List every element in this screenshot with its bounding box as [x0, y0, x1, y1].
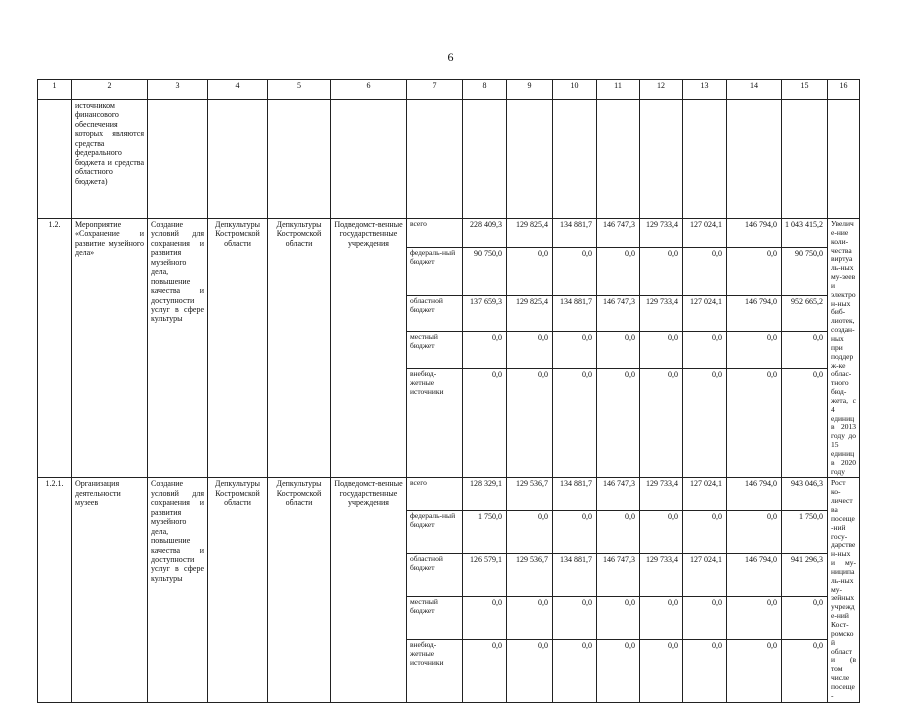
amount-cell: 0,0 [683, 332, 727, 369]
amount-cell: 0,0 [727, 597, 782, 640]
column-header: 12 [640, 80, 683, 100]
amount-cell: 134 881,7 [553, 478, 597, 511]
amount-cell: 127 024,1 [683, 478, 727, 511]
page-number: 6 [447, 50, 454, 64]
amount-cell: 1 750,0 [463, 511, 507, 554]
funding-source: внебюд-жетные источники [407, 368, 463, 478]
co-executor: Депкультуры Костромской области [268, 478, 331, 702]
column-header: 6 [331, 80, 407, 100]
amount-cell: 952 665,2 [782, 295, 828, 332]
amount-cell: 0,0 [640, 332, 683, 369]
amount-cell: 0,0 [782, 639, 828, 702]
amount-cell: 137 659,3 [463, 295, 507, 332]
empty-cell [331, 100, 407, 219]
amount-cell: 0,0 [463, 597, 507, 640]
amount-cell: 146 747,3 [597, 554, 640, 597]
empty-cell [407, 100, 463, 219]
funds-recipient: Подведомст-венные государственные учреждения [331, 478, 407, 702]
column-header: 10 [553, 80, 597, 100]
funds-recipient: Подведомст-венные государственные учреждения [331, 219, 407, 478]
amount-cell: 0,0 [782, 332, 828, 369]
amount-cell: 146 794,0 [727, 295, 782, 332]
amount-cell: 0,0 [507, 247, 553, 295]
amount-cell: 0,0 [463, 639, 507, 702]
amount-cell: 127 024,1 [683, 219, 727, 248]
funding-source: внебюд-жетные источники [407, 639, 463, 702]
empty-cell [148, 100, 208, 219]
empty-cell [507, 100, 553, 219]
column-header: 1 [38, 80, 72, 100]
column-header: 15 [782, 80, 828, 100]
amount-cell: 0,0 [782, 368, 828, 478]
empty-cell [553, 100, 597, 219]
amount-cell: 129 536,7 [507, 554, 553, 597]
amount-cell: 0,0 [597, 511, 640, 554]
column-header: 7 [407, 80, 463, 100]
amount-cell: 0,0 [640, 511, 683, 554]
amount-cell: 0,0 [553, 247, 597, 295]
table-row [38, 478, 860, 511]
amount-cell: 0,0 [553, 332, 597, 369]
funding-source: местный бюджет [407, 332, 463, 369]
column-header: 11 [597, 80, 640, 100]
column-header: 2 [72, 80, 148, 100]
amount-cell: 90 750,0 [463, 247, 507, 295]
amount-cell: 129 733,4 [640, 219, 683, 248]
amount-cell: 129 825,4 [507, 295, 553, 332]
funding-source: всего [407, 478, 463, 511]
empty-cell [727, 100, 782, 219]
amount-cell: 0,0 [553, 597, 597, 640]
empty-cell [38, 100, 72, 219]
measure-goal: Создание условий для сохранения и развития музейного дела, повышение качества и доступности услуг в сфере культуры [148, 478, 208, 702]
amount-cell: 129 825,4 [507, 219, 553, 248]
amount-cell: 0,0 [640, 247, 683, 295]
amount-cell: 129 536,7 [507, 478, 553, 511]
amount-cell: 0,0 [683, 639, 727, 702]
amount-cell: 0,0 [507, 511, 553, 554]
amount-cell: 126 579,1 [463, 554, 507, 597]
co-executor: Депкультуры Костромской области [268, 219, 331, 478]
amount-cell: 0,0 [782, 597, 828, 640]
empty-cell [208, 100, 268, 219]
amount-cell: 0,0 [640, 368, 683, 478]
amount-cell: 1 750,0 [782, 511, 828, 554]
amount-cell: 0,0 [463, 368, 507, 478]
amount-cell: 128 329,1 [463, 478, 507, 511]
funding-source: местный бюджет [407, 597, 463, 640]
amount-cell: 0,0 [683, 247, 727, 295]
funding-source: всего [407, 219, 463, 248]
empty-cell [683, 100, 727, 219]
amount-cell: 129 733,4 [640, 478, 683, 511]
amount-cell: 129 733,4 [640, 295, 683, 332]
amount-cell: 0,0 [463, 332, 507, 369]
row-number: 1.2. [38, 219, 72, 478]
amount-cell: 127 024,1 [683, 554, 727, 597]
column-header: 16 [828, 80, 860, 100]
amount-cell: 0,0 [597, 639, 640, 702]
amount-cell: 0,0 [640, 639, 683, 702]
amount-cell: 146 794,0 [727, 219, 782, 248]
amount-cell: 1 043 415,2 [782, 219, 828, 248]
amount-cell: 0,0 [507, 639, 553, 702]
amount-cell: 0,0 [727, 332, 782, 369]
column-header: 5 [268, 80, 331, 100]
amount-cell: 0,0 [553, 511, 597, 554]
responsible-executor: Депкультуры Костромской области [208, 219, 268, 478]
funding-source: областной бюджет [407, 295, 463, 332]
amount-cell: 0,0 [507, 368, 553, 478]
expected-result: Увеличе-ние коли-чества виртуаль-ных му-зеев и электрон-ных биб-лиотек, создан-ных при поддерж-ке облас-тного бюд-жета, с 4 единиц в 2013 году до 15 единиц в 2020 году [828, 219, 860, 478]
measure-goal: Создание условий для сохранения и развития музейного дела, повышение качества и доступности услуг в сфере культуры [148, 219, 208, 478]
empty-cell [782, 100, 828, 219]
amount-cell: 0,0 [727, 247, 782, 295]
expected-result: Рост ко-личества посеще-ний госу-дарствен-ных и му-ниципаль-ных му-зейных учрежде-ний Кост-ромской области (в том числе посеще- [828, 478, 860, 702]
amount-cell: 0,0 [683, 368, 727, 478]
amount-cell: 146 747,3 [597, 295, 640, 332]
amount-cell: 134 881,7 [553, 554, 597, 597]
amount-cell: 146 747,3 [597, 478, 640, 511]
row-number: 1.2.1. [38, 478, 72, 702]
amount-cell: 0,0 [727, 511, 782, 554]
amount-cell: 941 296,3 [782, 554, 828, 597]
column-header: 4 [208, 80, 268, 100]
amount-cell: 127 024,1 [683, 295, 727, 332]
amount-cell: 129 733,4 [640, 554, 683, 597]
column-header: 9 [507, 80, 553, 100]
empty-cell [828, 100, 860, 219]
amount-cell: 228 409,3 [463, 219, 507, 248]
empty-cell [640, 100, 683, 219]
amount-cell: 0,0 [553, 368, 597, 478]
amount-cell: 90 750,0 [782, 247, 828, 295]
amount-cell: 0,0 [507, 332, 553, 369]
amount-cell: 146 794,0 [727, 478, 782, 511]
amount-cell: 146 794,0 [727, 554, 782, 597]
column-header: 13 [683, 80, 727, 100]
column-header: 3 [148, 80, 208, 100]
amount-cell: 0,0 [507, 597, 553, 640]
amount-cell: 0,0 [727, 639, 782, 702]
amount-cell: 0,0 [640, 597, 683, 640]
header-row [38, 80, 860, 100]
amount-cell: 0,0 [553, 639, 597, 702]
measure-name: Организация деятельности музеев [72, 478, 148, 702]
empty-cell [268, 100, 331, 219]
funding-source: областной бюджет [407, 554, 463, 597]
amount-cell: 0,0 [597, 368, 640, 478]
funding-source: федераль-ный бюджет [407, 511, 463, 554]
empty-cell [463, 100, 507, 219]
responsible-executor: Депкультуры Костромской области [208, 478, 268, 702]
amount-cell: 0,0 [597, 597, 640, 640]
amount-cell: 943 046,3 [782, 478, 828, 511]
continuation-text: источником финансового обеспечения которых являются средства федерального бюджета и средства областного бюджета) [72, 100, 148, 219]
continuation-row [38, 100, 860, 219]
amount-cell: 146 747,3 [597, 219, 640, 248]
column-header: 8 [463, 80, 507, 100]
amount-cell: 0,0 [683, 511, 727, 554]
program-table [37, 79, 860, 703]
table-row [38, 219, 860, 248]
amount-cell: 0,0 [597, 247, 640, 295]
amount-cell: 134 881,7 [553, 219, 597, 248]
empty-cell [597, 100, 640, 219]
funding-source: федераль-ный бюджет [407, 247, 463, 295]
amount-cell: 134 881,7 [553, 295, 597, 332]
measure-name: Мероприятие «Сохранение и развитие музейного дела» [72, 219, 148, 478]
amount-cell: 0,0 [597, 332, 640, 369]
amount-cell: 0,0 [683, 597, 727, 640]
amount-cell: 0,0 [727, 368, 782, 478]
column-header: 14 [727, 80, 782, 100]
